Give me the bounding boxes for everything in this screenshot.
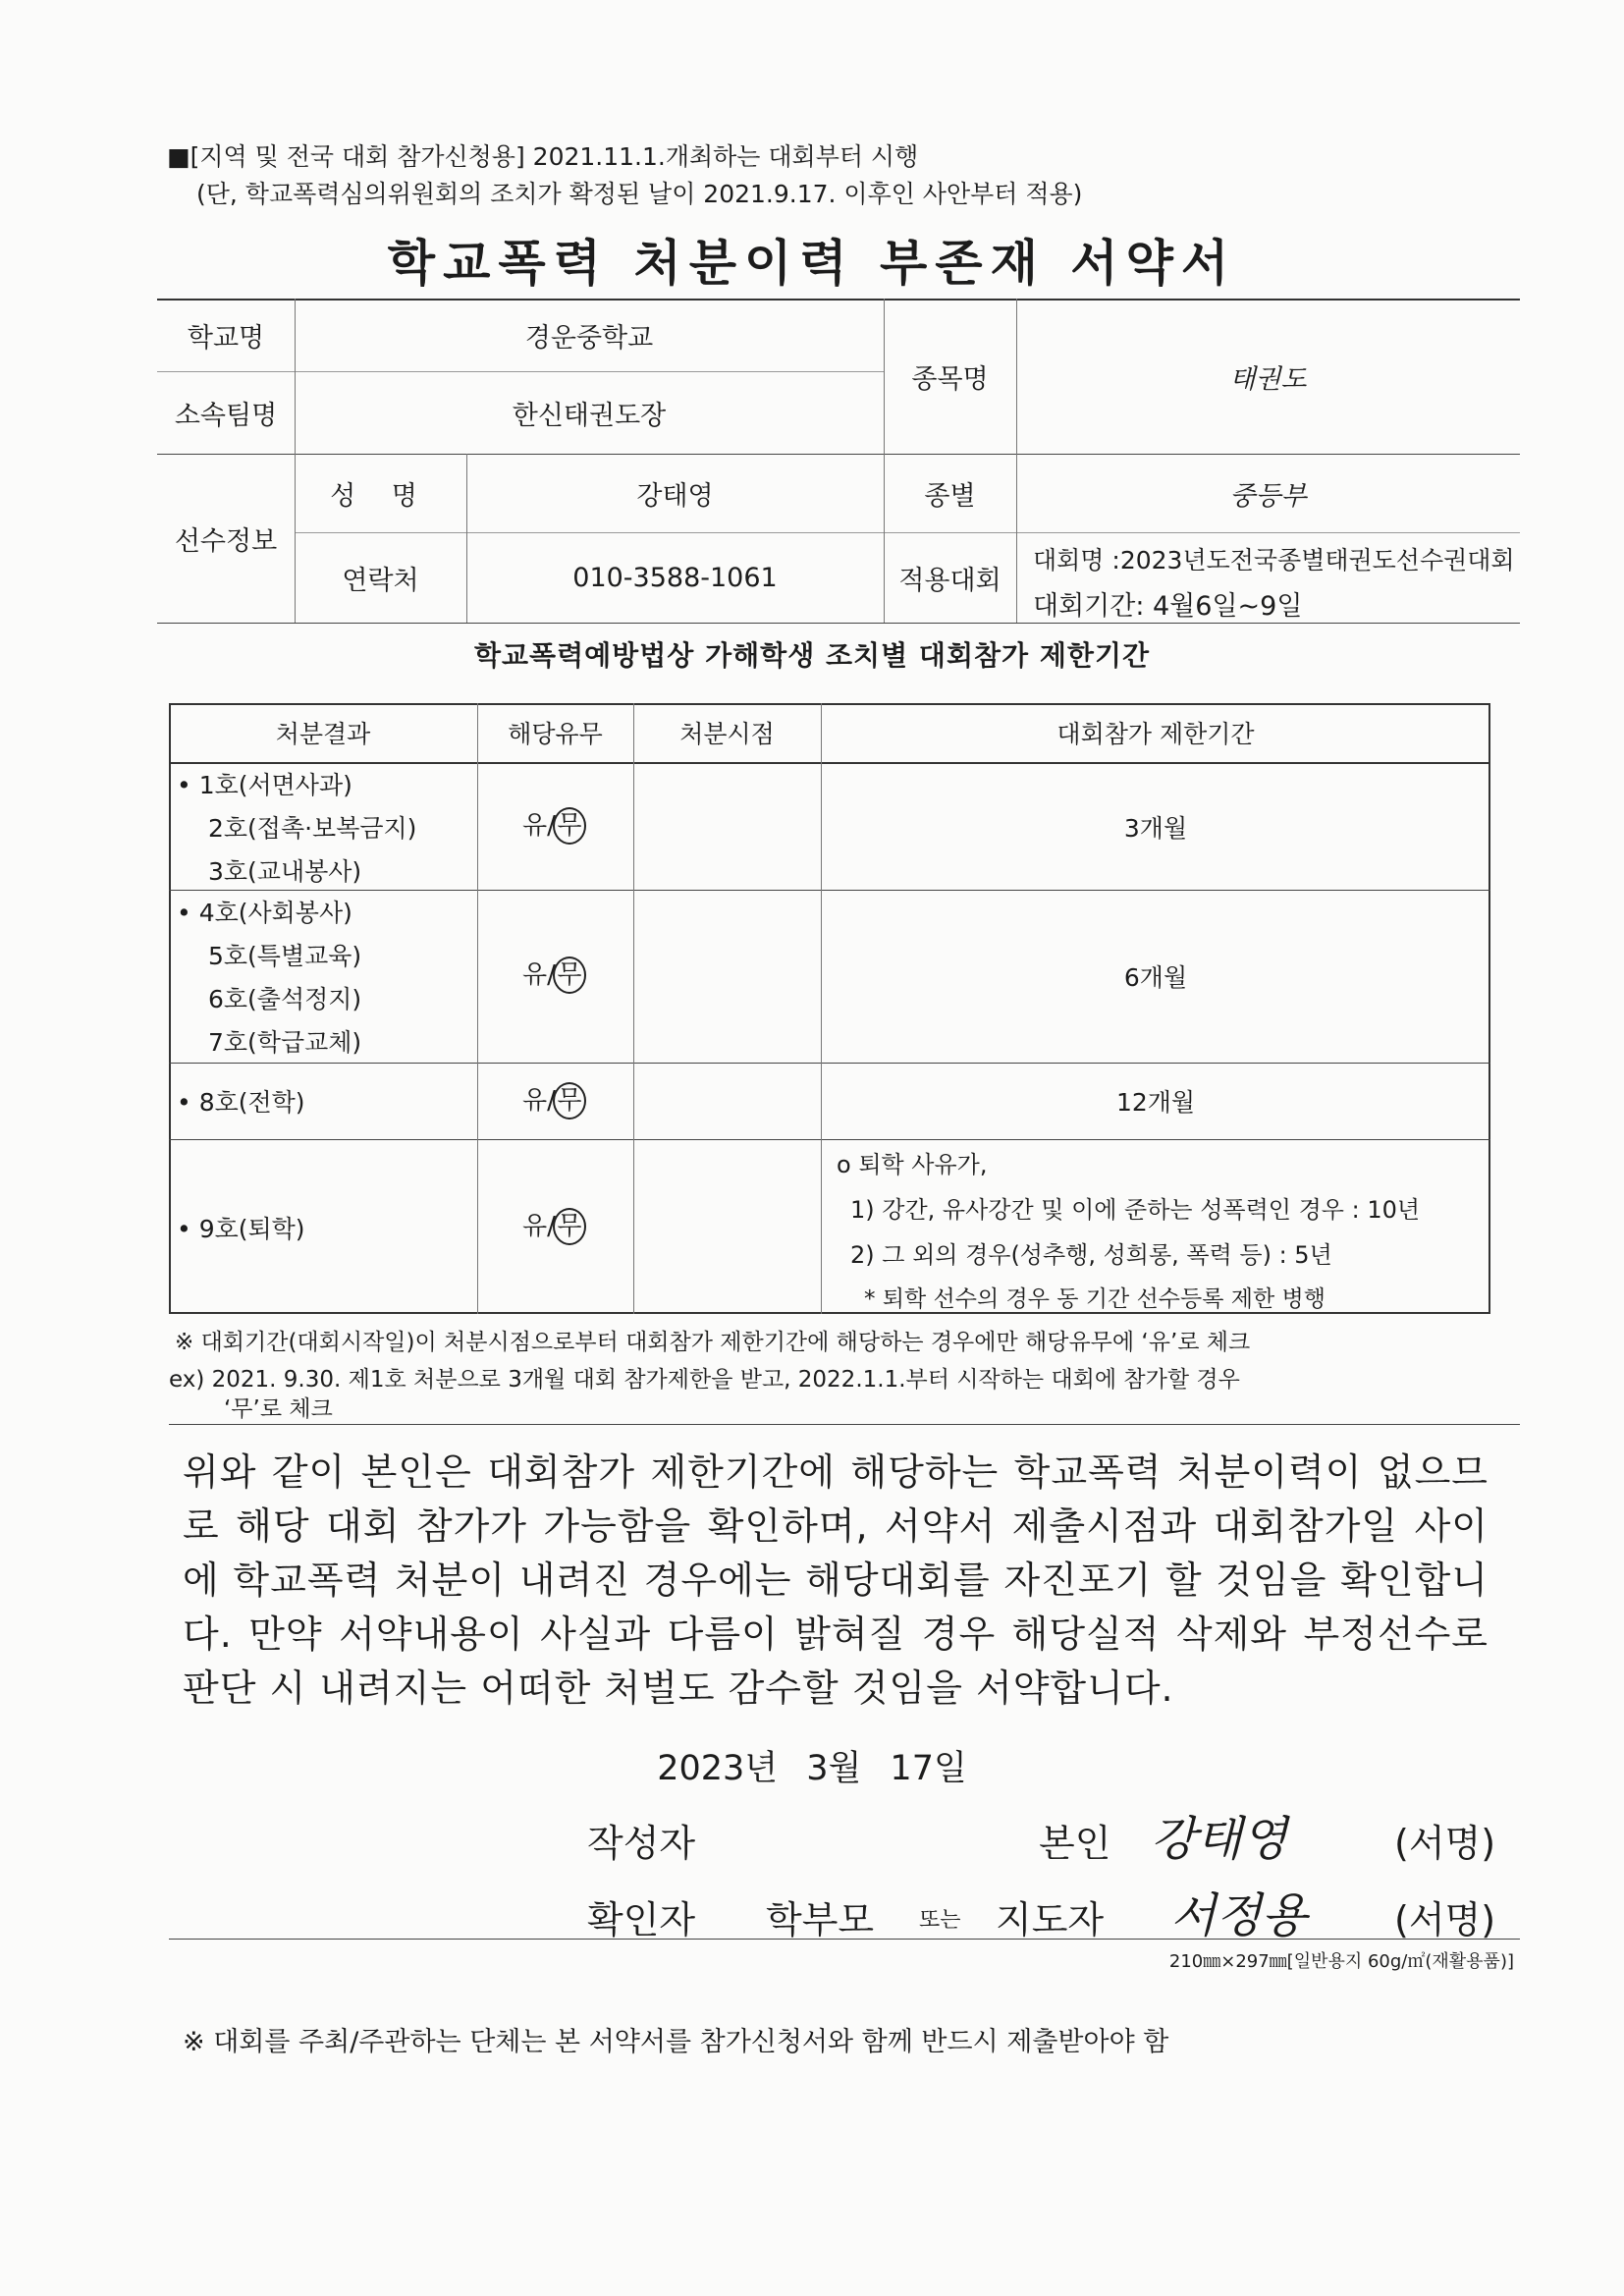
event-period: 대회기간: 4월6일~9일 [1033,591,1303,622]
row4-period-line-4: * 퇴학 선수의 경우 동 기간 선수등록 제한 병행 [864,1286,1326,1312]
contact-value: 010-3588-1061 [572,562,778,593]
team-value: 한신태권도장 [512,400,667,431]
player-info-label: 선수정보 [174,525,278,557]
row1-item-1: • 1호(서면사과) [177,771,352,799]
row2-yes-no: 유/무 [522,955,586,994]
school-label: 학교명 [187,322,265,354]
row4-no-circled: 무 [553,1208,586,1245]
row4-period-line-2: 1) 강간, 유사강간 및 이에 준하는 성폭력인 경우 : 10년 [850,1196,1421,1224]
footer-note: ※ 대회를 주최/주관하는 단체는 본 서약서를 참가신청서와 함께 반드시 제출받아야 함 [183,2027,1169,2057]
note-3: ‘무’로 체크 [224,1396,333,1422]
row1-item-3: 3호(교내봉사) [208,857,362,886]
team-label: 소속팀명 [174,400,278,431]
parent-label: 학부모 [766,1898,875,1941]
school-value: 경운중학교 [524,322,654,354]
name-label: 성 명 [330,480,431,512]
row4-period-line-1: o 퇴학 사유가, [837,1151,988,1178]
sport-value: 태권도 [1229,363,1307,395]
row4-item-1: • 9호(퇴학) [177,1215,305,1243]
header-line-2: (단, 학교폭력심의위원회의 조치가 확정된 날이 2021.9.17. 이후인 사안부터 적용) [196,180,1083,208]
row2-item-1: • 4호(사회봉사) [177,899,352,927]
restriction-title: 학교폭력예방법상 가해학생 조치별 대회참가 제한기간 [473,639,1151,672]
row2-item-4: 7호(학급교체) [208,1028,362,1057]
note-2: ex) 2021. 9.30. 제1호 처분으로 3개월 대회 참가제한을 받고, 2022.1.1.부터 시작하는 대회에 참가할 경우 [169,1367,1240,1393]
row3-yes-no: 유/무 [522,1080,586,1120]
category-label: 종별 [924,480,976,512]
th-result: 처분결과 [275,720,371,748]
row2-period: 6개월 [1123,963,1188,992]
event-name: 대회명 :2023년도전국종별태권도선수권대회 [1033,546,1515,574]
row1-yes-no: 유/무 [522,805,586,845]
sport-label: 종목명 [911,363,989,395]
th-time: 처분시점 [679,720,775,748]
self-signature: 강태영 [1151,1812,1288,1867]
row2-item-3: 6호(출석정지) [208,985,362,1013]
row2-no-circled: 무 [553,957,586,994]
paper-spec: 210㎜×297㎜[일반용지 60g/㎡(재활용품)] [1168,1951,1514,1972]
row1-no-circled: 무 [553,807,586,845]
pledge-text: 위와 같이 본인은 대회참가 제한기간에 해당하는 학교폭력 처분이력이 없으므로 해당 대회 참가가 가능함을 확인하며, 서약서 제출시점과 대회참가일 사이에 학교폭력 처분이 내려진 경우에는 해당대회를 자진포기 할 것임을 확인합니다. 만약 서약내용이 사실과 다름이 밝혀질 경우 해당실적 삭제와 부정선수로 판단 시 내려지는 어떠한 처벌도 감수할 것임을 서약합니다. [183,1450,1489,1710]
or-label: 또는 [919,1908,961,1933]
writer-label: 작성자 [587,1822,696,1865]
row3-item-1: • 8호(전학) [177,1088,305,1117]
note-1: ※ 대회기간(대회시작일)이 처분시점으로부터 대회참가 제한기간에 해당하는 경우에만 해당유무에 ‘유’로 체크 [175,1330,1251,1355]
coach-label: 지도자 [996,1898,1105,1941]
contact-label: 연락처 [342,565,419,596]
header-line-1: ■[지역 및 전국 대회 참가신청용] 2021.11.1.개최하는 대회부터 시행 [167,142,919,171]
coach-seal: (서명) [1394,1898,1496,1941]
apply-event-label: 적용대회 [898,565,1001,596]
confirm-label: 확인자 [587,1898,696,1941]
coach-signature: 서정용 [1170,1888,1308,1943]
row2-item-2: 5호(특별교육) [208,942,362,970]
pledge-date: 2023년 3월 17일 [657,1749,967,1788]
row4-period-line-3: 2) 그 외의 경우(성추행, 성희롱, 폭력 등) : 5년 [850,1241,1332,1269]
row4-yes-no: 유/무 [522,1206,586,1245]
row3-period: 12개월 [1115,1088,1196,1117]
self-label: 본인 [1039,1822,1111,1865]
row1-item-2: 2호(접촉·보복금지) [208,814,417,843]
name-value: 강태영 [636,480,714,512]
self-seal: (서명) [1394,1822,1496,1865]
document-title: 학교폭력 처분이력 부존재 서약서 [387,235,1237,292]
th-applicable: 해당유무 [508,720,603,748]
category-value: 중등부 [1229,480,1307,512]
row1-period: 3개월 [1123,814,1188,843]
row3-no-circled: 무 [553,1082,586,1120]
th-period: 대회참가 제한기간 [1056,720,1255,748]
